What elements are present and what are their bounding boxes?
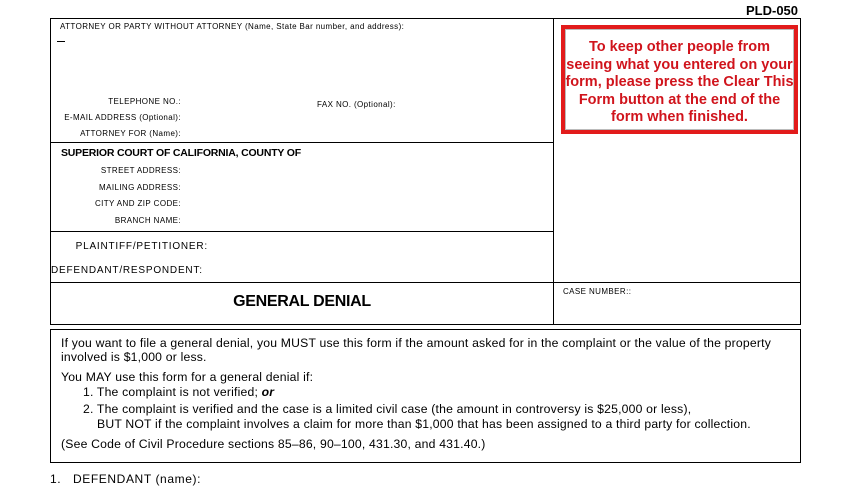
mailing-address-field[interactable]	[184, 181, 544, 193]
telephone-label: TELEPHONE NO.:	[108, 97, 181, 106]
fax-label: FAX NO. (Optional):	[317, 100, 396, 109]
instruction-item-1-or: or	[261, 385, 275, 399]
fax-field[interactable]	[396, 97, 546, 109]
instruction-line-1: If you want to file a general denial, you MUST use this form if the amount asked for in the complaint or the value of the property	[61, 336, 771, 350]
attorney-for-label: ATTORNEY FOR (Name):	[80, 129, 181, 138]
email-label: E-MAIL ADDRESS (Optional):	[64, 113, 181, 122]
form-title: GENERAL DENIAL	[233, 293, 371, 310]
instruction-item-2-line-2: BUT NOT if the complaint involves a claim for more than $1,000 that has been assigned to a third party for collection.	[97, 417, 751, 431]
plaintiff-label: PLAINTIFF/PETITIONER:	[75, 241, 208, 252]
email-field[interactable]	[184, 111, 544, 123]
telephone-field[interactable]	[184, 95, 304, 107]
defendant-name-field[interactable]	[200, 472, 800, 484]
case-number-label: CASE NUMBER::	[563, 287, 632, 296]
branch-name-field[interactable]	[184, 214, 544, 226]
right-column-border	[554, 18, 801, 283]
city-zip-field[interactable]	[184, 197, 544, 209]
street-address-field[interactable]	[184, 164, 544, 176]
instruction-line-3: You MAY use this form for a general denial if:	[61, 370, 314, 384]
instruction-item-1-text: 1. The complaint is not verified;	[83, 385, 262, 399]
attorney-name-address-field[interactable]	[60, 36, 550, 91]
attorney-for-field[interactable]	[184, 127, 544, 139]
case-number-field[interactable]	[560, 300, 795, 318]
instruction-reference: (See Code of Civil Procedure sections 85–86, 90–100, 431.30, and 431.40.)	[61, 437, 486, 451]
city-zip-label: CITY AND ZIP CODE:	[94, 199, 181, 208]
mailing-address-label: MAILING ADDRESS:	[99, 183, 181, 192]
form-id: PLD-050	[746, 3, 799, 18]
attorney-header: ATTORNEY OR PARTY WITHOUT ATTORNEY (Name, State Bar number, and address):	[60, 22, 405, 31]
defendant-label: DEFENDANT/RESPONDENT:	[51, 265, 203, 276]
instruction-item-2-line-1: 2. The complaint is verified and the case is a limited civil case (the amount in controversy is $25,000 or less),	[83, 402, 692, 416]
instruction-line-2: involved is $1,000 or less.	[61, 350, 207, 364]
defendant-field[interactable]	[212, 263, 548, 275]
street-address-label: STREET ADDRESS:	[100, 166, 181, 175]
defendant-name-label: 1. DEFENDANT (name):	[50, 472, 202, 486]
clear-form-warning-text: To keep other people from seeing what you entered on your form, please press the Clear This Form button at the end of the form when finished.	[565, 39, 794, 125]
branch-name-label: BRANCH NAME:	[114, 216, 181, 225]
plaintiff-field[interactable]	[212, 239, 548, 251]
court-title: SUPERIOR COURT OF CALIFORNIA, COUNTY OF	[61, 147, 301, 159]
instruction-item-1	[83, 385, 274, 400]
county-field[interactable]	[328, 145, 548, 157]
